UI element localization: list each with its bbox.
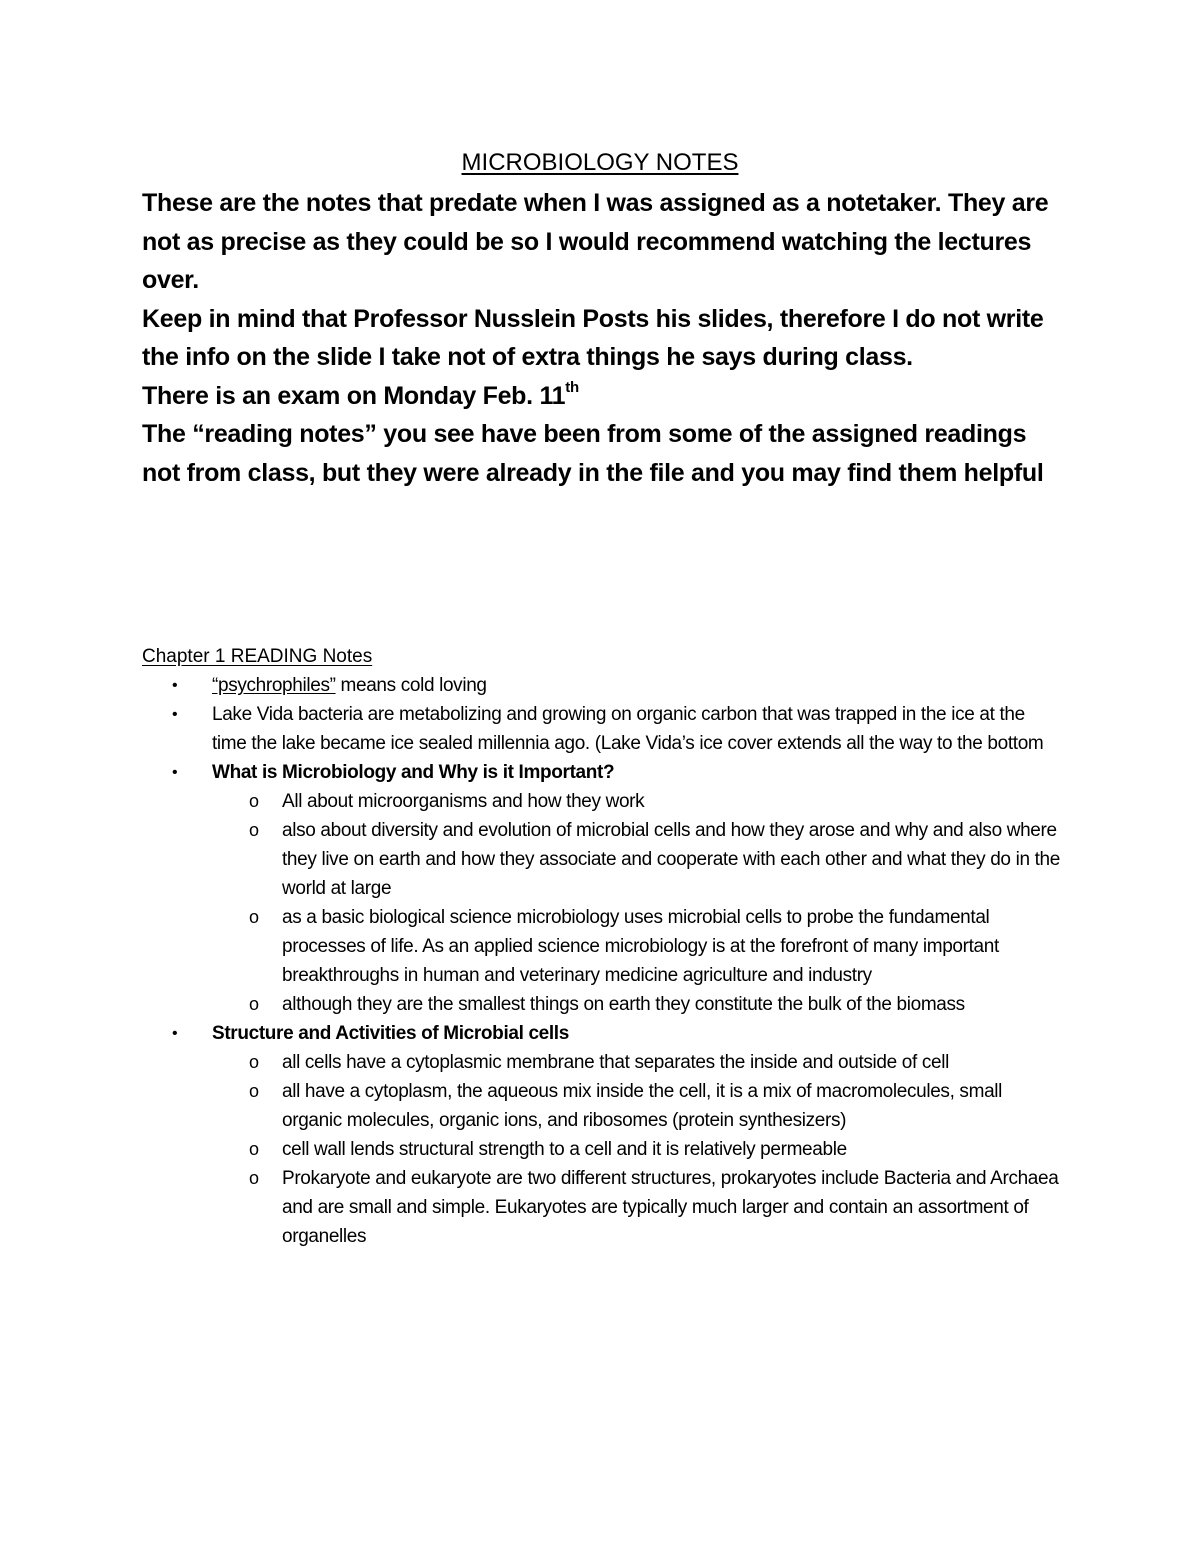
sub-bullet-icon: o	[249, 1052, 259, 1072]
sub-bullet-icon: o	[249, 1139, 259, 1159]
intro-paragraph: Keep in mind that Professor Nusslein Posts his slides, therefore I do not write the info on the slide I take not of extra things he says during class.	[142, 304, 1044, 371]
exam-date-text: There is an exam on Monday Feb. 11	[142, 381, 566, 410]
sub-bullet-icon: o	[249, 1168, 259, 1188]
sub-list-item	[212, 990, 1062, 1019]
notes-list	[142, 671, 1062, 1251]
sub-list-item	[212, 816, 1062, 903]
list-item-heading: What is Microbiology and Why is it Important?	[212, 762, 615, 783]
sub-list-item-text: also about diversity and evolution of microbial cells and how they arose and why and also where they live on earth and how they associate and cooperate with each other and what they do in the world at large	[282, 820, 1060, 899]
sub-list-item	[212, 787, 1062, 816]
list-item-text: means cold loving	[335, 675, 487, 696]
intro-block	[142, 184, 1062, 492]
sub-list-item-text: Prokaryote and eukaryote are two different structures, prokaryotes include Bacteria and Archaea and are small and simple. Eukaryotes are typically much larger and contain an assortment of organelles	[282, 1168, 1059, 1247]
list-item	[142, 1019, 1062, 1251]
list-item	[142, 700, 1062, 758]
sub-list-item-text: although they are the smallest things on earth they constitute the bulk of the biomass	[282, 994, 965, 1015]
sub-list-item	[212, 1164, 1062, 1251]
sub-list-item	[212, 1048, 1062, 1077]
list-item-text: Lake Vida bacteria are metabolizing and growing on organic carbon that was trapped in the ice at the time the lake became ice sealed millennia ago. (Lake Vida’s ice cover extends all the way to the bottom	[212, 704, 1044, 754]
sub-list-item-text: all cells have a cytoplasmic membrane that separates the inside and outside of cell	[282, 1052, 949, 1073]
sub-bullet-icon: o	[249, 820, 259, 840]
sub-list-item	[212, 1135, 1062, 1164]
list-item-heading: Structure and Activities of Microbial cells	[212, 1023, 569, 1044]
document-title: MICROBIOLOGY NOTES	[461, 149, 739, 176]
bullet-icon: •	[172, 706, 178, 723]
sub-bullet-icon: o	[249, 791, 259, 811]
list-item	[142, 671, 1062, 700]
sub-bullet-icon: o	[249, 1081, 259, 1101]
sub-list-item-text: all have a cytoplasm, the aqueous mix inside the cell, it is a mix of macromolecules, small organic molecules, organic ions, and ribosomes (protein synthesizers)	[282, 1081, 1003, 1131]
sub-list-item	[212, 1077, 1062, 1135]
exam-date-paragraph	[142, 377, 1062, 416]
sub-list-item	[212, 903, 1062, 990]
list-item	[142, 758, 1062, 1019]
bullet-icon: •	[172, 1025, 178, 1042]
sub-bullet-icon: o	[249, 907, 259, 927]
sub-list-item-text: cell wall lends structural strength to a cell and it is relatively permeable	[282, 1139, 847, 1160]
sub-bullet-icon: o	[249, 994, 259, 1014]
intro-paragraph: The “reading notes” you see have been from some of the assigned readings not from class, but they were already in the file and you may find them helpful	[142, 420, 1044, 487]
exam-date-suffix: th	[565, 379, 579, 397]
sub-list-item-text: as a basic biological science microbiology uses microbial cells to probe the fundamental processes of life. As an applied science microbiology is at the forefront of many important breakthroughs in human and veterinary medicine agriculture and industry	[282, 907, 999, 986]
sub-list-item-text: All about microorganisms and how they work	[282, 791, 645, 812]
bullet-icon: •	[172, 764, 178, 781]
bullet-icon: •	[172, 677, 178, 694]
intro-paragraph: These are the notes that predate when I was assigned as a notetaker. They are not as precise as they could be so I would recommend watching the lectures over.	[142, 189, 1049, 294]
section-heading: Chapter 1 READING Notes	[142, 646, 373, 667]
term-psychrophiles: “psychrophiles”	[212, 675, 336, 696]
